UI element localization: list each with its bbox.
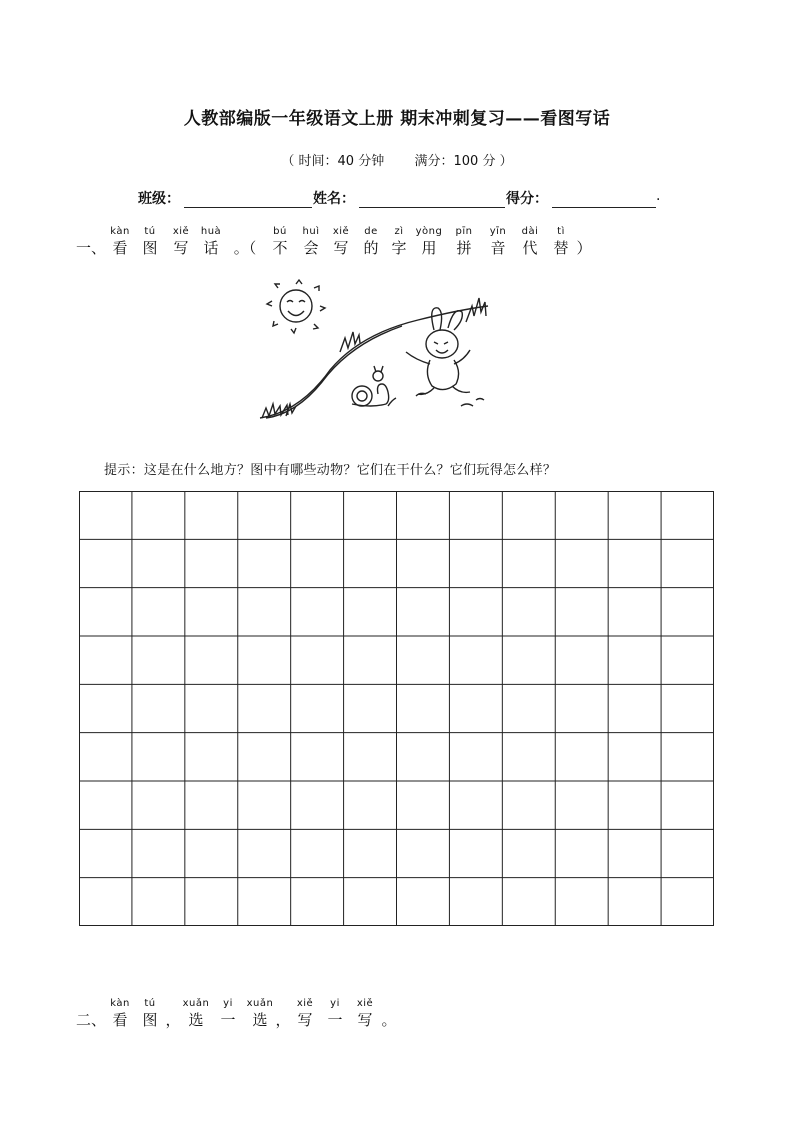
section1-char — [514, 226, 546, 257]
section-1-heading — [76, 226, 592, 257]
hanzi: ） — [576, 239, 592, 257]
section1-char — [264, 226, 296, 257]
score-field[interactable] — [552, 207, 656, 208]
pinyin: pīn — [455, 226, 473, 237]
section1-char — [226, 226, 264, 257]
hanzi: 写 — [333, 239, 349, 257]
section2-char — [212, 998, 244, 1029]
hanzi: 字 — [391, 239, 407, 257]
pinyin: xuǎn — [246, 998, 274, 1009]
hanzi: 选 — [252, 1011, 268, 1029]
hanzi: 拼 — [456, 239, 472, 257]
pinyin: huà — [200, 226, 222, 237]
pinyin: bú — [273, 226, 287, 237]
pinyin: xiě — [332, 226, 350, 237]
section1-char — [106, 226, 134, 257]
section1-char — [356, 226, 386, 257]
hanzi: ， — [275, 1011, 291, 1029]
name-label: 姓名： — [313, 191, 355, 207]
section-1-number: 一、 — [76, 239, 107, 257]
pinyin: yi — [330, 998, 340, 1009]
hanzi: 用 — [421, 239, 437, 257]
section-1-text — [106, 226, 592, 257]
time-limit: （ 时间：40 分钟 — [281, 154, 385, 169]
hanzi: 图 — [142, 239, 158, 257]
class-label: 班级： — [138, 191, 180, 207]
hanzi: 。 — [381, 1011, 397, 1029]
hanzi: 看 — [112, 1011, 128, 1029]
pinyin: xiě — [356, 998, 374, 1009]
section2-char — [180, 998, 212, 1029]
section1-char — [412, 226, 446, 257]
pinyin: tì — [557, 226, 565, 237]
hanzi: 一 — [327, 1011, 343, 1029]
section1-char — [326, 226, 356, 257]
section-2-heading — [76, 998, 398, 1029]
hanzi: ， — [165, 1011, 181, 1029]
full-score: 满分：100 分 ） — [414, 154, 513, 169]
hanzi: 选 — [188, 1011, 204, 1029]
section2-char — [134, 998, 166, 1029]
scene-illustration — [256, 278, 496, 424]
hanzi: 写 — [173, 239, 189, 257]
pinyin: kàn — [110, 226, 130, 237]
section1-char — [166, 226, 196, 257]
section2-char — [244, 998, 276, 1029]
score-label: 得分： — [506, 191, 548, 207]
pinyin: de — [364, 226, 378, 237]
section2-char — [106, 998, 134, 1029]
section2-char — [166, 998, 180, 1029]
section2-char — [350, 998, 380, 1029]
pinyin: zì — [394, 226, 404, 237]
snail-icon — [352, 366, 389, 406]
pinyin: xuǎn — [182, 998, 210, 1009]
name-field[interactable] — [359, 207, 505, 208]
pinyin: yi — [223, 998, 233, 1009]
page-title: 人教部编版一年级语文上册 期末冲刺复习——看图写话 — [183, 109, 611, 129]
section2-char — [380, 998, 398, 1029]
hanzi: 图 — [142, 1011, 158, 1029]
pinyin: yīn — [489, 226, 507, 237]
section1-char — [576, 226, 592, 257]
section1-char — [196, 226, 226, 257]
hanzi: 一 — [220, 1011, 236, 1029]
pinyin: yòng — [415, 226, 443, 237]
pinyin: tú — [144, 226, 156, 237]
section2-char — [320, 998, 350, 1029]
section1-char — [446, 226, 482, 257]
pinyin: tú — [144, 998, 156, 1009]
hanzi: 的 — [363, 239, 379, 257]
hanzi: 写 — [297, 1011, 313, 1029]
section-2-text — [106, 998, 398, 1029]
pinyin: huì — [302, 226, 320, 237]
hanzi: 。（ — [233, 239, 257, 257]
pinyin: dài — [521, 226, 539, 237]
pinyin: kàn — [110, 998, 130, 1009]
section1-char — [482, 226, 514, 257]
pinyin: xiě — [172, 226, 190, 237]
section1-char — [296, 226, 326, 257]
hill-icon — [260, 298, 488, 418]
hanzi: 替 — [553, 239, 569, 257]
section1-char — [386, 226, 412, 257]
hanzi: 音 — [490, 239, 506, 257]
hanzi: 代 — [522, 239, 538, 257]
section1-char — [134, 226, 166, 257]
section2-char — [290, 998, 320, 1029]
writing-hint: 提示：这是在什么地方？图中有哪些动物？它们在干什么？它们玩得怎么样？ — [104, 463, 557, 478]
section2-char — [276, 998, 290, 1029]
pinyin: xiě — [296, 998, 314, 1009]
hanzi: 话 — [203, 239, 219, 257]
section-2-number: 二、 — [76, 1011, 107, 1029]
hanzi: 看 — [112, 239, 128, 257]
field-end-mark: . — [656, 188, 661, 204]
writing-grid[interactable] — [79, 491, 714, 926]
hanzi: 不 — [272, 239, 288, 257]
hanzi: 写 — [357, 1011, 373, 1029]
exam-info — [0, 150, 794, 169]
sun-icon — [267, 280, 325, 333]
hanzi: 会 — [303, 239, 319, 257]
section1-char — [546, 226, 576, 257]
class-field[interactable] — [184, 207, 312, 208]
